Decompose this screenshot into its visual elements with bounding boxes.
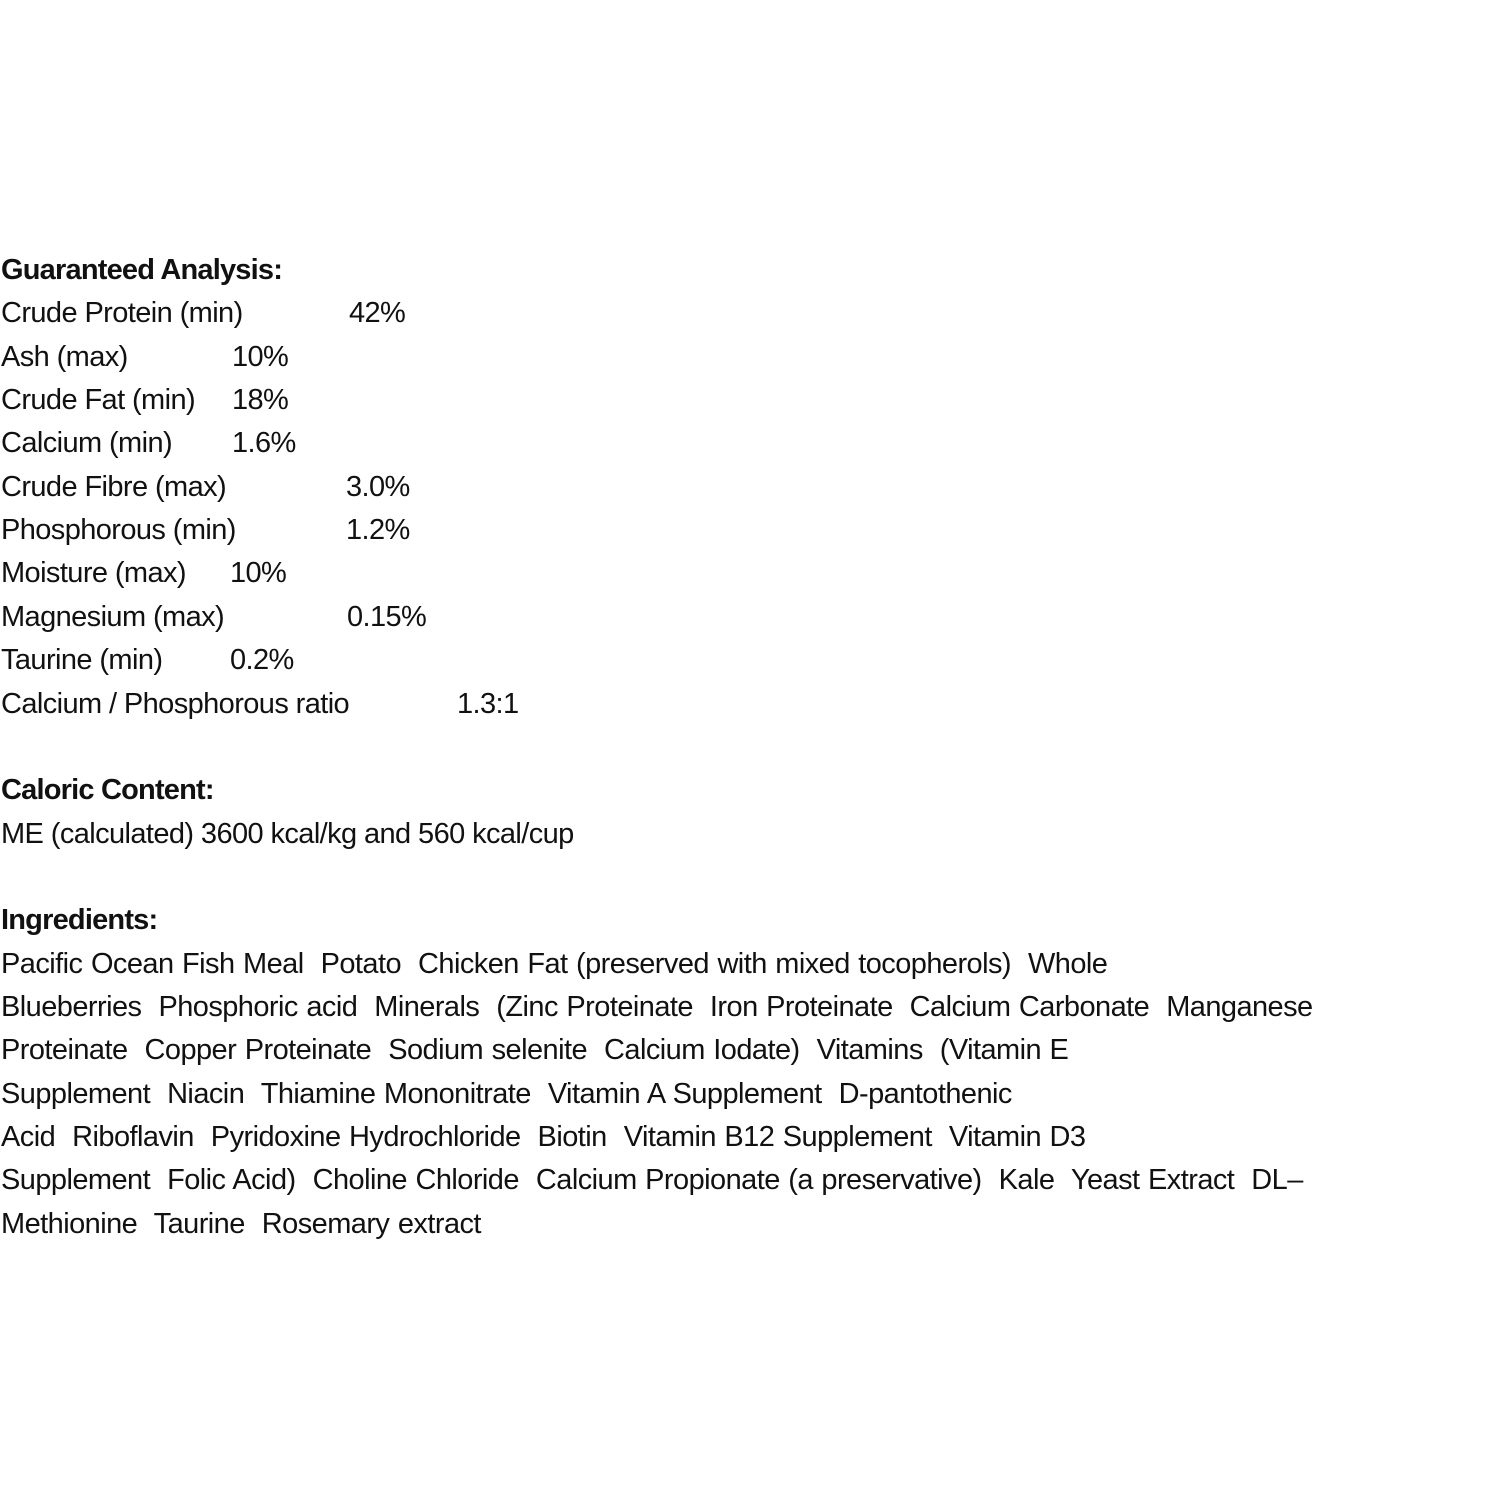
ingredients-line: Blueberries Phosphoric acid Minerals (Zinc Proteinate Iron Proteinate Calcium Carbonate Manganese [1, 991, 1313, 1023]
analysis-value: 18% [232, 384, 289, 416]
caloric-content-text: ME (calculated) 3600 kcal/kg and 560 kcal/cup [1, 818, 574, 850]
analysis-row-moisture [1, 555, 701, 591]
ingredients-line: Proteinate Copper Proteinate Sodium selenite Calcium Iodate) Vitamins (Vitamin E [1, 1034, 1069, 1066]
analysis-row-crude-fat [1, 382, 701, 418]
ingredients-line: Methionine Taurine Rosemary extract [1, 1208, 481, 1240]
analysis-row-calcium [1, 425, 701, 461]
analysis-label: Moisture (max) [1, 557, 186, 589]
analysis-value: 10% [232, 341, 289, 373]
analysis-value: 1.3:1 [457, 688, 519, 720]
analysis-row-ca-p-ratio [1, 686, 701, 722]
analysis-row-crude-fibre [1, 469, 701, 505]
analysis-label: Calcium (min) [1, 427, 173, 459]
ingredients-line: Pacific Ocean Fish Meal Potato Chicken Fat (preserved with mixed tocopherols) Whole [1, 948, 1108, 980]
analysis-label: Crude Protein (min) [1, 297, 243, 329]
analysis-label: Ash (max) [1, 341, 128, 373]
analysis-label: Crude Fibre (max) [1, 471, 227, 503]
analysis-label: Taurine (min) [1, 644, 163, 676]
analysis-row-magnesium [1, 599, 701, 635]
analysis-value: 0.2% [230, 644, 294, 676]
analysis-label: Calcium / Phosphorous ratio [1, 688, 350, 720]
analysis-value: 1.6% [232, 427, 296, 459]
analysis-value: 10% [230, 557, 287, 589]
analysis-label: Crude Fat (min) [1, 384, 196, 416]
caloric-content-heading: Caloric Content: [1, 774, 214, 806]
analysis-row-taurine [1, 642, 701, 678]
analysis-value: 42% [349, 297, 406, 329]
ingredients-line: Supplement Folic Acid) Choline Chloride Calcium Propionate (a preservative) Kale Yeast Extract DL– [1, 1164, 1303, 1196]
analysis-row-crude-protein [1, 295, 701, 331]
guaranteed-analysis-heading: Guaranteed Analysis: [1, 254, 283, 286]
analysis-value: 1.2% [346, 514, 410, 546]
analysis-row-ash [1, 339, 701, 375]
analysis-value: 3.0% [346, 471, 410, 503]
ingredients-heading: Ingredients: [1, 904, 158, 936]
ingredients-line: Acid Riboflavin Pyridoxine Hydrochloride Biotin Vitamin B12 Supplement Vitamin D3 [1, 1121, 1086, 1153]
analysis-label: Magnesium (max) [1, 601, 225, 633]
analysis-row-phosphorous [1, 512, 701, 548]
analysis-label: Phosphorous (min) [1, 514, 236, 546]
analysis-value: 0.15% [347, 601, 427, 633]
ingredients-line: Supplement Niacin Thiamine Mononitrate Vitamin A Supplement D-pantothenic [1, 1078, 1012, 1110]
